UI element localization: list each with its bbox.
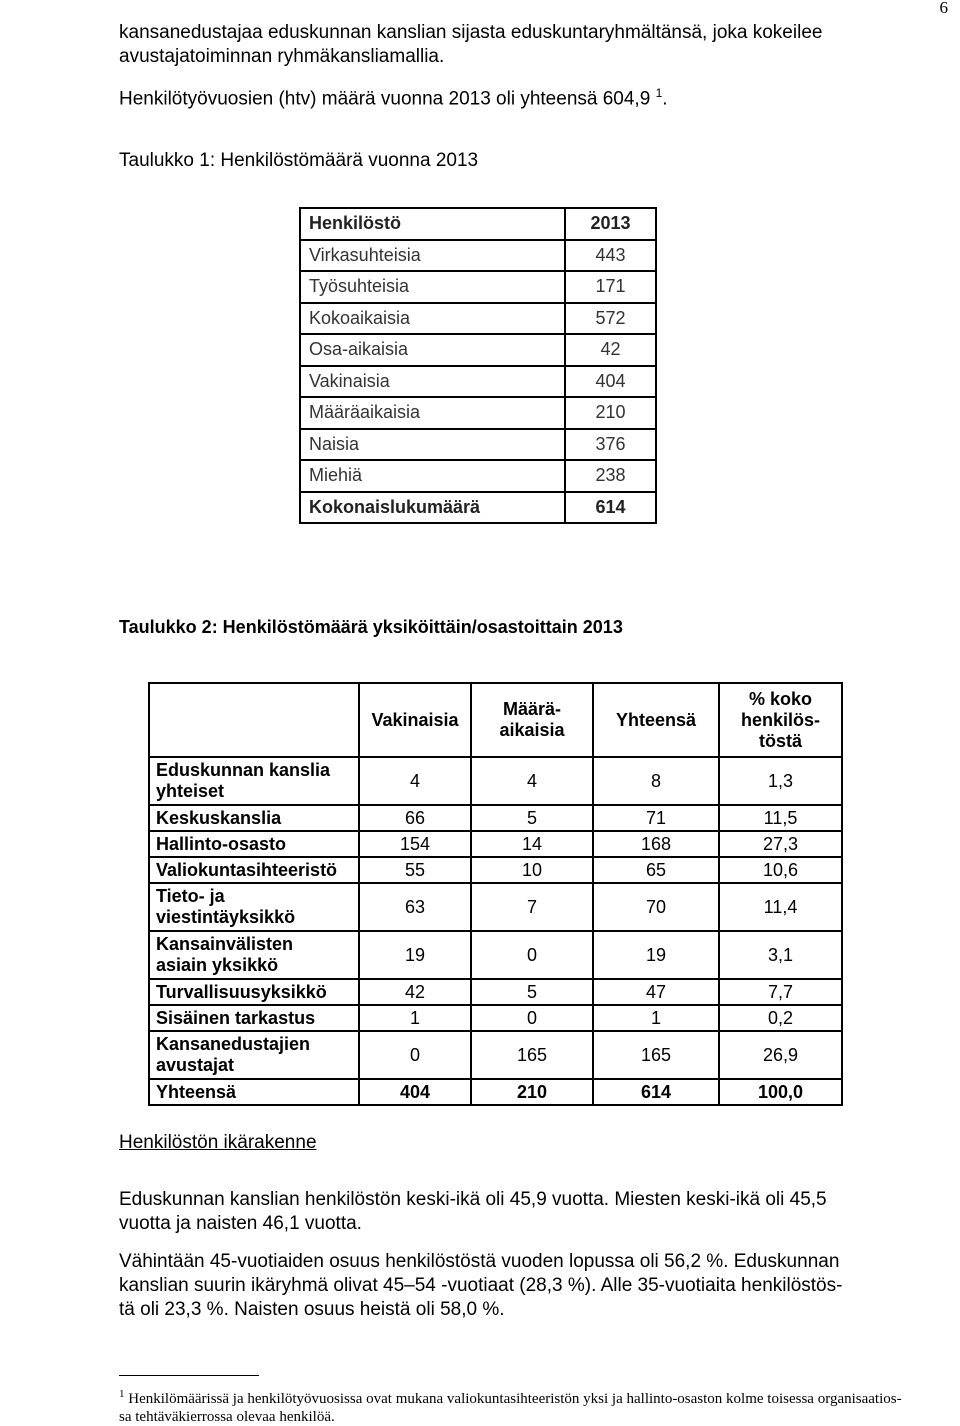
table1-label-cell: Henkilöstö	[300, 208, 565, 240]
table2-unit-cell: Kansanedustajien avustajat	[149, 1031, 359, 1079]
table2-total-row	[149, 1079, 842, 1105]
table2-value-cell: 26,9	[719, 1031, 842, 1079]
table1-header-row	[300, 208, 656, 240]
table2-value-cell: 65	[593, 857, 719, 883]
age-para2-line3: tä oli 23,3 %. Naisten osuus heistä oli 58,0 %.	[119, 1299, 505, 1320]
table2-value-cell: 10,6	[719, 857, 842, 883]
table1-label-cell: Määräaikaisia	[300, 397, 565, 429]
table1-row	[300, 397, 656, 429]
age-para2-line2: kanslian suurin ikäryhmä olivat 45–54 -vuotiaat (28,3 %). Alle 35-vuotiaita henkilöstös-	[119, 1275, 843, 1296]
table1-row	[300, 240, 656, 272]
table1-label-cell: Kokonaislukumäärä	[300, 492, 565, 524]
htv-end: .	[662, 88, 668, 110]
table2-value-cell: 0	[359, 1031, 471, 1079]
footnote-line-1: Henkilömäärissä ja henkilötyövuosissa ovat mukana valiokuntasihteeristön yksi ja hallinto-osaston kolme toisessa organisaatios-	[128, 1391, 902, 1407]
footnote-number: 1	[119, 1388, 125, 1400]
table1-row	[300, 366, 656, 398]
table1-value-cell: 404	[565, 366, 656, 398]
table2-value-cell: 11,5	[719, 805, 842, 831]
table2-value-cell: 42	[359, 979, 471, 1005]
table2-row	[149, 757, 842, 805]
table1-label-cell: Työsuhteisia	[300, 271, 565, 303]
table1-row	[300, 334, 656, 366]
footnote-line-2: sa tehtäväkierrossa olevaa henkilöä.	[119, 1409, 335, 1425]
table2-row	[149, 857, 842, 883]
table2-value-cell: Määrä- aikaisia	[471, 683, 593, 757]
table2-value-cell: 1,3	[719, 757, 842, 805]
table1-row	[300, 303, 656, 335]
table2-unit-cell: Hallinto-osasto	[149, 831, 359, 857]
table2-value-cell: 5	[471, 979, 593, 1005]
table2-value-cell: Yhteensä	[593, 683, 719, 757]
table2-unit-cell: Yhteensä	[149, 1079, 359, 1105]
table1-value-cell: 572	[565, 303, 656, 335]
table2-value-cell: 55	[359, 857, 471, 883]
table2-header-row	[149, 683, 842, 757]
footnote-ref[interactable]: 1	[655, 86, 663, 100]
table1-value-cell: 376	[565, 429, 656, 461]
table2-unit-cell: Eduskunnan kanslia yhteiset	[149, 757, 359, 805]
table2-value-cell: 614	[593, 1079, 719, 1105]
table2-row	[149, 883, 842, 931]
table2-row	[149, 1005, 842, 1031]
table1-value-cell: 42	[565, 334, 656, 366]
table2-value-cell: 7,7	[719, 979, 842, 1005]
table2-value-cell: 4	[359, 757, 471, 805]
table1-value-cell: 210	[565, 397, 656, 429]
table2-unit-cell: Valiokuntasihteeristö	[149, 857, 359, 883]
page-number: 6	[939, 0, 948, 17]
table2-value-cell: 11,4	[719, 883, 842, 931]
table1-value-cell: 238	[565, 460, 656, 492]
htv-sentence	[119, 81, 668, 111]
table1-value-cell: 171	[565, 271, 656, 303]
table2-value-cell: 3,1	[719, 931, 842, 979]
table2-unit-cell: Kansainvälisten asiain yksikkö	[149, 931, 359, 979]
table2-value-cell: 0,2	[719, 1005, 842, 1031]
table1	[299, 207, 657, 524]
table2-value-cell: 100,0	[719, 1079, 842, 1105]
age-para2-line1: Vähintään 45-vuotiaiden osuus henkilöstöstä vuoden lopussa oli 56,2 %. Eduskunnan	[119, 1251, 840, 1272]
table2-unit-cell: Tieto- ja viestintäyksikkö	[149, 883, 359, 931]
table1-label-cell: Osa-aikaisia	[300, 334, 565, 366]
intro-line-2: avustajatoiminnan ryhmäkansliamallia.	[119, 46, 445, 67]
table1-label-cell: Kokoaikaisia	[300, 303, 565, 335]
table2-value-cell: 71	[593, 805, 719, 831]
table2-value-cell: 165	[593, 1031, 719, 1079]
table1-row	[300, 460, 656, 492]
table2-value-cell: 19	[359, 931, 471, 979]
table2-value-cell: 8	[593, 757, 719, 805]
table2-value-cell: 5	[471, 805, 593, 831]
table2-value-cell: 154	[359, 831, 471, 857]
table2-unit-cell	[149, 683, 359, 757]
table1-label-cell: Vakinaisia	[300, 366, 565, 398]
table2-row	[149, 1031, 842, 1079]
table1-label-cell: Virkasuhteisia	[300, 240, 565, 272]
table2	[148, 682, 843, 1106]
intro-line-1: kansanedustajaa eduskunnan kanslian sijasta eduskuntaryhmältänsä, joka kokeilee	[119, 22, 823, 43]
footnote-separator	[119, 1375, 259, 1376]
table2-value-cell: 4	[471, 757, 593, 805]
table2-value-cell: % koko henkilös- töstä	[719, 683, 842, 757]
table1-value-cell: 614	[565, 492, 656, 524]
footnote	[119, 1385, 949, 1426]
table2-value-cell: 27,3	[719, 831, 842, 857]
age-para1-line1: Eduskunnan kanslian henkilöstön keski-ikä oli 45,9 vuotta. Miesten keski-ikä oli 45,5	[119, 1189, 827, 1210]
table2-value-cell: 1	[593, 1005, 719, 1031]
table2-caption: Taulukko 2: Henkilöstömäärä yksiköittäin/osastoittain 2013	[119, 617, 623, 637]
table2-value-cell: 0	[471, 931, 593, 979]
table2-value-cell: 7	[471, 883, 593, 931]
table2-unit-cell: Keskuskanslia	[149, 805, 359, 831]
table2-value-cell: 14	[471, 831, 593, 857]
table2-value-cell: 63	[359, 883, 471, 931]
table1-label-cell: Naisia	[300, 429, 565, 461]
table1-value-cell: 2013	[565, 208, 656, 240]
table2-value-cell: 10	[471, 857, 593, 883]
table1-caption: Taulukko 1: Henkilöstömäärä vuonna 2013	[119, 150, 479, 171]
table2-value-cell: 210	[471, 1079, 593, 1105]
htv-text: Henkilötyövuosien (htv) määrä vuonna 2013 oli yhteensä 604,9	[119, 88, 651, 110]
table2-value-cell: Vakinaisia	[359, 683, 471, 757]
table2-value-cell: 0	[471, 1005, 593, 1031]
age-para1-line2: vuotta ja naisten 46,1 vuotta.	[119, 1213, 362, 1234]
table2-value-cell: 19	[593, 931, 719, 979]
table2-row	[149, 979, 842, 1005]
table2-value-cell: 1	[359, 1005, 471, 1031]
table2-value-cell: 70	[593, 883, 719, 931]
table1-row	[300, 271, 656, 303]
table2-row	[149, 931, 842, 979]
age-section-heading: Henkilöstön ikärakenne	[119, 1132, 317, 1153]
table2-value-cell: 404	[359, 1079, 471, 1105]
table2-row	[149, 805, 842, 831]
table2-unit-cell: Turvallisuusyksikkö	[149, 979, 359, 1005]
table2-row	[149, 831, 842, 857]
table1-row	[300, 429, 656, 461]
table1-label-cell: Miehiä	[300, 460, 565, 492]
table2-value-cell: 165	[471, 1031, 593, 1079]
table1-total-row	[300, 492, 656, 524]
table1-value-cell: 443	[565, 240, 656, 272]
table2-unit-cell: Sisäinen tarkastus	[149, 1005, 359, 1031]
table2-value-cell: 66	[359, 805, 471, 831]
table2-value-cell: 168	[593, 831, 719, 857]
table2-value-cell: 47	[593, 979, 719, 1005]
